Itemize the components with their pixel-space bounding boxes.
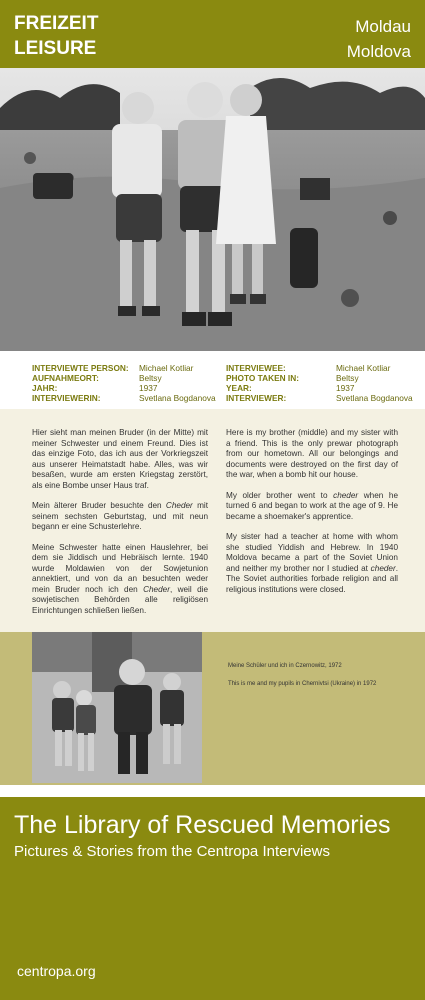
secondary-photo-image [32, 632, 202, 783]
meta-value: Svetlana Bogdanova [336, 393, 413, 403]
meta-key: INTERVIEWTE PERSON: [32, 363, 129, 373]
country-name-en: Moldova [346, 42, 411, 61]
paragraph-text: My older brother went to [226, 490, 334, 500]
meta-key: PHOTO TAKEN IN: [226, 373, 299, 383]
divider [0, 785, 425, 797]
paragraph-text: Mein älterer Bruder besuchte den [32, 501, 166, 510]
story-text [0, 409, 425, 632]
paragraph-text: Here is my brother (middle) and my sister with a friend. This is the only prewar photograph from our hometown. All our belongings and documents were destroyed on the first day of the war, when a bomb hit our house. [226, 428, 398, 479]
term-emphasis: cheder [370, 563, 396, 573]
project-title: The Library of Rescued Memories [14, 811, 391, 839]
theme-title [14, 11, 98, 61]
meta-key: INTERVIEWEE: [226, 363, 286, 373]
meta-key: JAHR: [32, 383, 58, 393]
meta-key: INTERVIEWER: [226, 393, 287, 403]
paragraph-text: , weil die sowjetischen Behörden alle religiösen Einrichtungen schließen ließen. [32, 584, 208, 615]
story-text-de [32, 428, 208, 626]
meta-value: 1937 [336, 383, 355, 393]
theme-title-en: LEISURE [14, 38, 97, 59]
meta-key: INTERVIEWERIN: [32, 393, 101, 403]
paragraph-text: Hier sieht man meinen Bruder (in der Mitte) mit meiner Schwester und einem Freund. Dies ist das einzige Foto, das ich aus der Vorkriegszeit aus unserer Heimatstadt habe. Alles, was wir besaßen, wurde am ersten Kriegstag zerstört, als eine Bombe unser Haus traf. [32, 428, 208, 490]
photo-caption-de: Meine Schüler und ich in Czernowitz, 1972 [228, 663, 342, 669]
footer [0, 797, 425, 1000]
meta-value: Michael Kotliar [336, 363, 391, 373]
paragraph-text: Meine Schwester hatte einen Hauslehrer, bei dem sie Jiddisch und Hebräisch lernte. 1940 wurde Moldawien von der Sowjetunion annektiert, und von da an besuchten weder mein Bruder noch ich den [32, 542, 208, 594]
photo-metadata [0, 351, 425, 409]
term-emphasis: Cheder [143, 584, 170, 594]
country-name [347, 14, 411, 64]
paragraph-text: . The Soviet authorities forbade religion and all religious institutions were closed. [226, 563, 398, 594]
term-emphasis: Cheder [165, 501, 193, 510]
meta-key: AUFNAHMEORT: [32, 373, 99, 383]
paragraph-text: mit seinem sechsten Geburtstag, und mit neun begann er eine Schusterlehre. [32, 501, 208, 531]
secondary-photo [32, 632, 202, 783]
paragraph [32, 428, 208, 491]
main-photo-image [0, 68, 425, 351]
paragraph [32, 501, 208, 533]
paragraph [226, 428, 398, 481]
country-name-de: Moldau [355, 17, 411, 36]
meta-value: Beltsy [336, 373, 359, 383]
photo-caption-en: This is me and my pupils in Chernivtsi (Ukraine) in 1972 [228, 681, 377, 687]
project-subtitle: Pictures & Stories from the Centropa Interviews [14, 843, 330, 860]
paragraph [32, 543, 208, 617]
main-photo [0, 68, 425, 351]
paragraph [226, 491, 398, 523]
website-link[interactable]: centropa.org [17, 963, 96, 979]
meta-key: YEAR: [226, 383, 252, 393]
paragraph [226, 532, 398, 595]
paragraph-text: My sister had a teacher at home with whom she studied Yiddish and Hebrew. In 1940 Moldova became a part of the Soviet Union and neither my brother nor I studied at [226, 532, 398, 573]
term-emphasis: cheder [333, 490, 359, 500]
meta-value: Michael Kotliar [139, 363, 194, 373]
meta-value: 1937 [139, 383, 158, 393]
meta-value: Beltsy [139, 373, 162, 383]
header-bar [0, 0, 425, 68]
story-text-en [226, 428, 398, 605]
meta-value: Svetlana Bogdanova [139, 393, 216, 403]
paragraph-text: when he turned 6 and began to work at the age of 9. He became a shoemaker's apprentice. [226, 490, 399, 521]
theme-title-de: FREIZEIT [14, 13, 99, 34]
